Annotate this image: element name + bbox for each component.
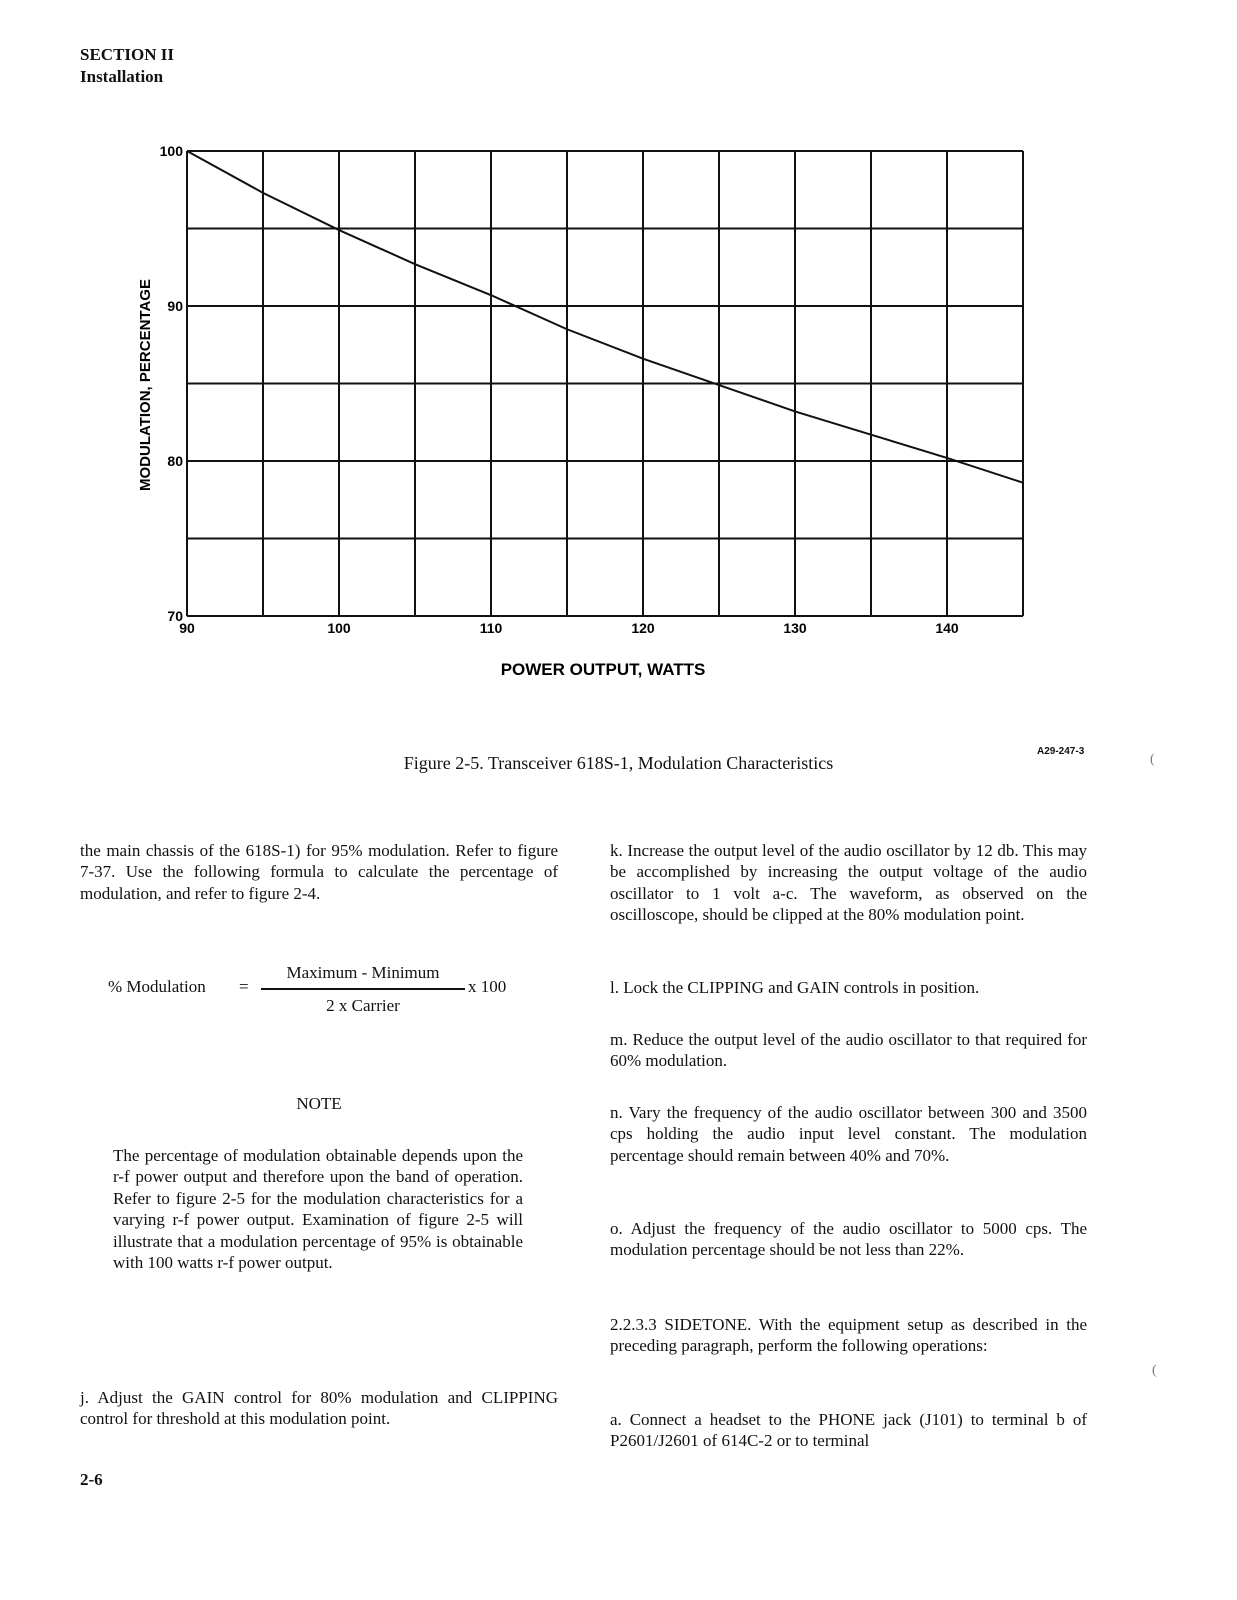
step-o: o. Adjust the frequency of the audio oscillator to 5000 cps. The modulation percentage should be not less than 22%. (610, 1219, 1087, 1260)
modulation-chart (0, 0, 1237, 720)
step-n: n. Vary the frequency of the audio oscillator between 300 and 3500 cps holding the audio input level constant. The modulation percentage should remain between 40% and 70%. (610, 1103, 1087, 1165)
chart-ticks (160, 143, 959, 636)
note-heading: NOTE (296, 1094, 342, 1113)
formula-lhs: % Modulation (108, 977, 206, 996)
x-tick-label: 110 (479, 620, 503, 636)
y-axis-label: MODULATION, PERCENTAGE (137, 279, 154, 491)
chart-series (187, 151, 1023, 483)
x-axis-label: POWER OUTPUT, WATTS (500, 660, 706, 679)
left-paragraph-1: the main chassis of the 618S-1) for 95% modulation. Refer to figure 7-37. Use the following formula to calculate the percentage of modulation, and refer to figure 2-4. (80, 841, 558, 903)
page-number: 2-6 (80, 1470, 103, 1489)
x-tick-label: 90 (179, 620, 195, 636)
y-tick-label: 70 (167, 608, 183, 624)
x-tick-label: 140 (935, 620, 959, 636)
chart-grid (187, 151, 1023, 616)
section-title: Installation (80, 67, 164, 86)
modulation-curve (187, 151, 1023, 483)
formula-equals: = (239, 977, 249, 996)
step-a: a. Connect a headset to the PHONE jack (J101) to terminal b of P2601/J2601 of 614C-2 or to terminal (610, 1410, 1087, 1451)
formula-fraction-bar (261, 988, 465, 990)
step-l: l. Lock the CLIPPING and GAIN controls in position. (610, 978, 980, 997)
formula-denominator: 2 x Carrier (326, 996, 400, 1015)
y-tick-label: 100 (159, 143, 183, 159)
x-tick-label: 120 (631, 620, 655, 636)
x-tick-label: 130 (783, 620, 807, 636)
figure-caption: Figure 2-5. Transceiver 618S-1, Modulation Characteristics (403, 753, 834, 773)
x-tick-label: 100 (327, 620, 351, 636)
formula-multiplier: x 100 (468, 977, 507, 996)
section-label: SECTION II (80, 45, 175, 64)
figure-code: A29-247-3 (1037, 746, 1085, 757)
step-k: k. Increase the output level of the audio oscillator by 12 db. This may be accomplished by increasing the output voltage of the audio oscillator to 1 volt a-c. The waveform, as observed on the oscilloscope, should be clipped at the 80% modulation point. (610, 841, 1087, 925)
note-text: The percentage of modulation obtainable depends upon the r-f power output and therefore upon the band of operation. Refer to figure 2-5 for the modulation characteristics for a varying r-f power output. Examination of figure 2-5 will illustrate that a modulation percentage of 95% is obtainable with 100 watts r-f power output. (113, 1146, 523, 1273)
margin-mark: ( (1152, 1363, 1157, 1378)
formula-numerator: Maximum - Minimum (286, 963, 440, 982)
step-j: j. Adjust the GAIN control for 80% modulation and CLIPPING control for threshold at this modulation point. (80, 1388, 558, 1429)
y-tick-label: 90 (167, 298, 183, 314)
step-m: m. Reduce the output level of the audio oscillator to that required for 60% modulation. (610, 1030, 1087, 1071)
y-tick-label: 80 (167, 453, 183, 469)
sidetone-paragraph: 2.2.3.3 SIDETONE. With the equipment setup as described in the preceding paragraph, perform the following operations: (610, 1315, 1087, 1356)
margin-mark: ( (1150, 752, 1155, 767)
